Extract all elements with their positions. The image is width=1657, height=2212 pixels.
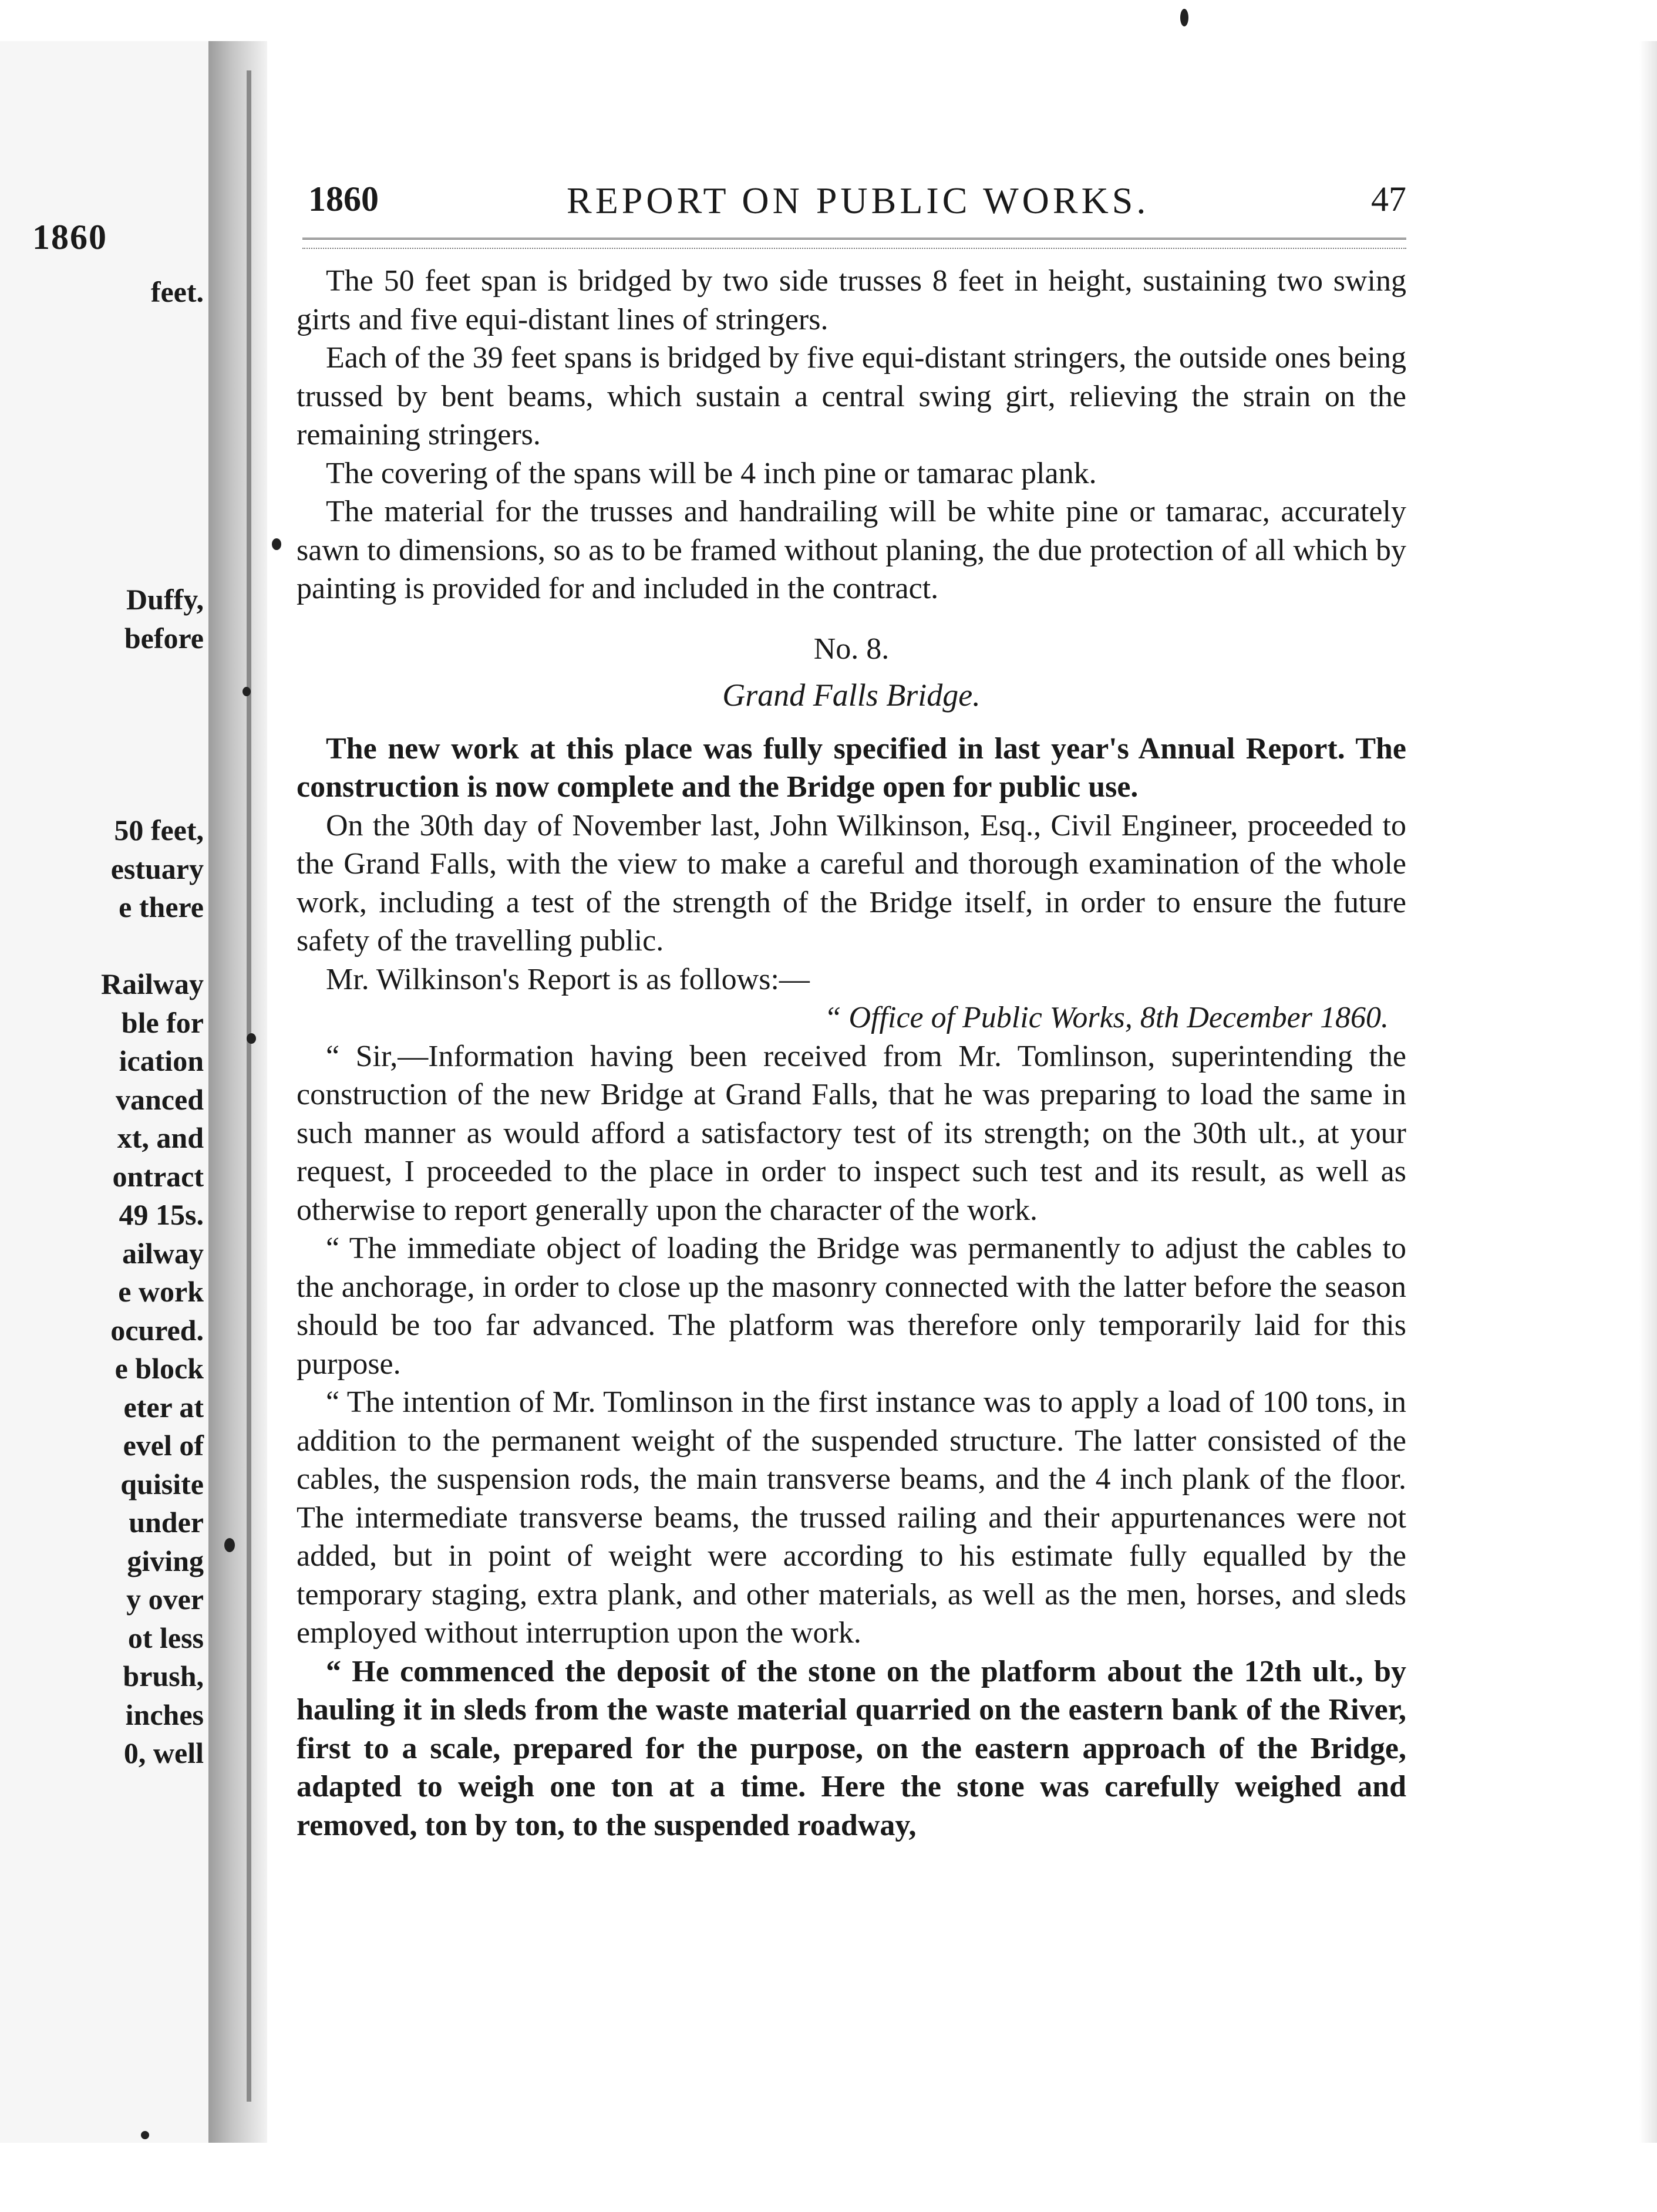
left-page-line: Railway <box>101 967 204 1000</box>
page-edge-shadow <box>1639 41 1657 2143</box>
section-number: No. 8. <box>813 632 890 666</box>
left-page-line: 50 feet, <box>114 814 204 847</box>
left-page-line: 0, well <box>123 1736 204 1769</box>
left-page-line: ble for <box>121 1006 204 1039</box>
left-page-line: e work <box>118 1275 204 1308</box>
left-page-line: before <box>124 621 204 655</box>
left-page-line: feet. <box>150 275 204 308</box>
letter-paragraph: “ Sir,—Information having been received from Mr. Tomlinson, superintending the construction of the new Bridge at Grand Falls, that he was preparing to load the same in such manner as would afford a satisfactory test of its strength; on the 30th ult., at your request, I proceeded to the place in order to inspect such test and its result, as well as otherwise to report generally upon the character of the work. <box>297 1039 1406 1227</box>
left-page-line: ication <box>119 1044 204 1077</box>
left-page-text-fragments <box>101 273 204 1773</box>
scan-speck <box>141 2131 149 2139</box>
left-page-line: vanced <box>116 1083 204 1116</box>
left-page-line: under <box>129 1506 204 1539</box>
left-page-line: brush, <box>123 1660 204 1692</box>
binding-gutter <box>208 41 267 2143</box>
left-page-line: giving <box>127 1544 204 1577</box>
section-paragraph: On the 30th day of November last, John Wilkinson, Esq., Civil Engineer, proceeded to the Grand Falls, with the view to make a careful and thorough examination of the whole work, including a test of the strength of the Bridge itself, in order to ensure the future safety of the travelling public. <box>297 808 1406 957</box>
header-title: REPORT ON PUBLIC WORKS. <box>567 180 1150 221</box>
left-page-line: ontract <box>112 1159 204 1193</box>
intro-paragraph: The covering of the spans will be 4 inch pine or tamarac plank. <box>326 456 1097 490</box>
left-page-line: ocured. <box>110 1313 204 1347</box>
left-page-line: ot less <box>127 1621 204 1654</box>
binding-shadow-line <box>247 70 251 2102</box>
letter-dateline: “ Office of Public Works, 8th December 1860. <box>824 1001 1389 1034</box>
left-page-line: ailway <box>122 1236 204 1270</box>
left-page-line: e there <box>119 891 204 923</box>
section-title: Grand Falls Bridge. <box>722 677 981 713</box>
left-page-line: y over <box>126 1583 204 1616</box>
letter-paragraph: “ The intention of Mr. Tomlinson in the first instance was to apply a load of 100 tons, in addition to the permanent weight of the suspended structure. The latter consisted of the cables, the suspension rods, the main transverse beams, and the 4 inch plank of the floor. The intermediate transverse beams, the trussed railing and their appurtenances were not added, but in point of weight were according to his estimate fully equalled by the temporary staging, extra plank, and other materials, as well as the men, horses, and sleds employed without interruption upon the work. <box>297 1385 1406 1650</box>
main-page <box>297 179 1406 1845</box>
section-paragraph: The new work at this place was fully specified in last year's Annual Report. The construction is now complete and the Bridge open for public use. <box>297 731 1406 804</box>
left-page-line: eter at <box>123 1390 204 1424</box>
left-page-line: 49 15s. <box>119 1198 204 1231</box>
left-page-line: Duffy, <box>126 583 204 616</box>
left-page-line: e block <box>114 1352 204 1385</box>
letter-paragraph: “ He commenced the deposit of the stone on the platform about the 12th ult., by hauling it in sleds from the waste material quarried on the eastern bank of the River, first to a scale, prepared for the purpose, on the eastern approach of the Bridge, adapted to weigh one ton at a time. Here the stone was carefully weighed and removed, ton by ton, to the suspended roadway, <box>297 1654 1406 1842</box>
intro-paragraph: The material for the trusses and handrailing will be white pine or tamarac, accurately sawn to dimensions, so as to be framed without planing, the due protection of all which by painting is provided for and included in the contract. <box>297 495 1406 605</box>
scan-speck <box>272 538 281 550</box>
left-page-line: quisite <box>120 1467 204 1500</box>
intro-paragraph: The 50 feet span is bridged by two side trusses 8 feet in height, sustaining two swing girts and five equi-distant lines of stringers. <box>297 264 1406 336</box>
left-page-line: evel of <box>123 1429 204 1462</box>
left-page-line: inches <box>125 1698 204 1731</box>
section-paragraph: Mr. Wilkinson's Report is as follows:— <box>326 962 810 996</box>
header-rule <box>302 238 1406 249</box>
left-page-line: estuary <box>110 852 204 885</box>
scan-speck <box>243 687 251 696</box>
scan-speck <box>1180 9 1188 26</box>
letter-paragraph: “ The immediate object of loading the Bridge was permanently to adjust the cables to the anchorage, in order to close up the masonry connected with the latter before the season should be too far advanced. The platform was therefore only temporarily laid for this purpose. <box>297 1232 1406 1381</box>
intro-paragraph: Each of the 39 feet spans is bridged by five equi-distant stringers, the outside ones being trussed by bent beams, which sustain a central swing girt, relieving the strain on the remaining stringers. <box>297 341 1406 451</box>
left-facing-page <box>0 41 210 2143</box>
left-page-header-year: 1860 <box>32 218 107 257</box>
header-year: 1860 <box>308 180 379 218</box>
left-page-line: xt, and <box>117 1121 204 1154</box>
scan-speck <box>224 1538 235 1552</box>
running-header <box>297 179 1406 226</box>
page-number: 47 <box>1371 180 1406 218</box>
scan-speck <box>247 1033 256 1044</box>
